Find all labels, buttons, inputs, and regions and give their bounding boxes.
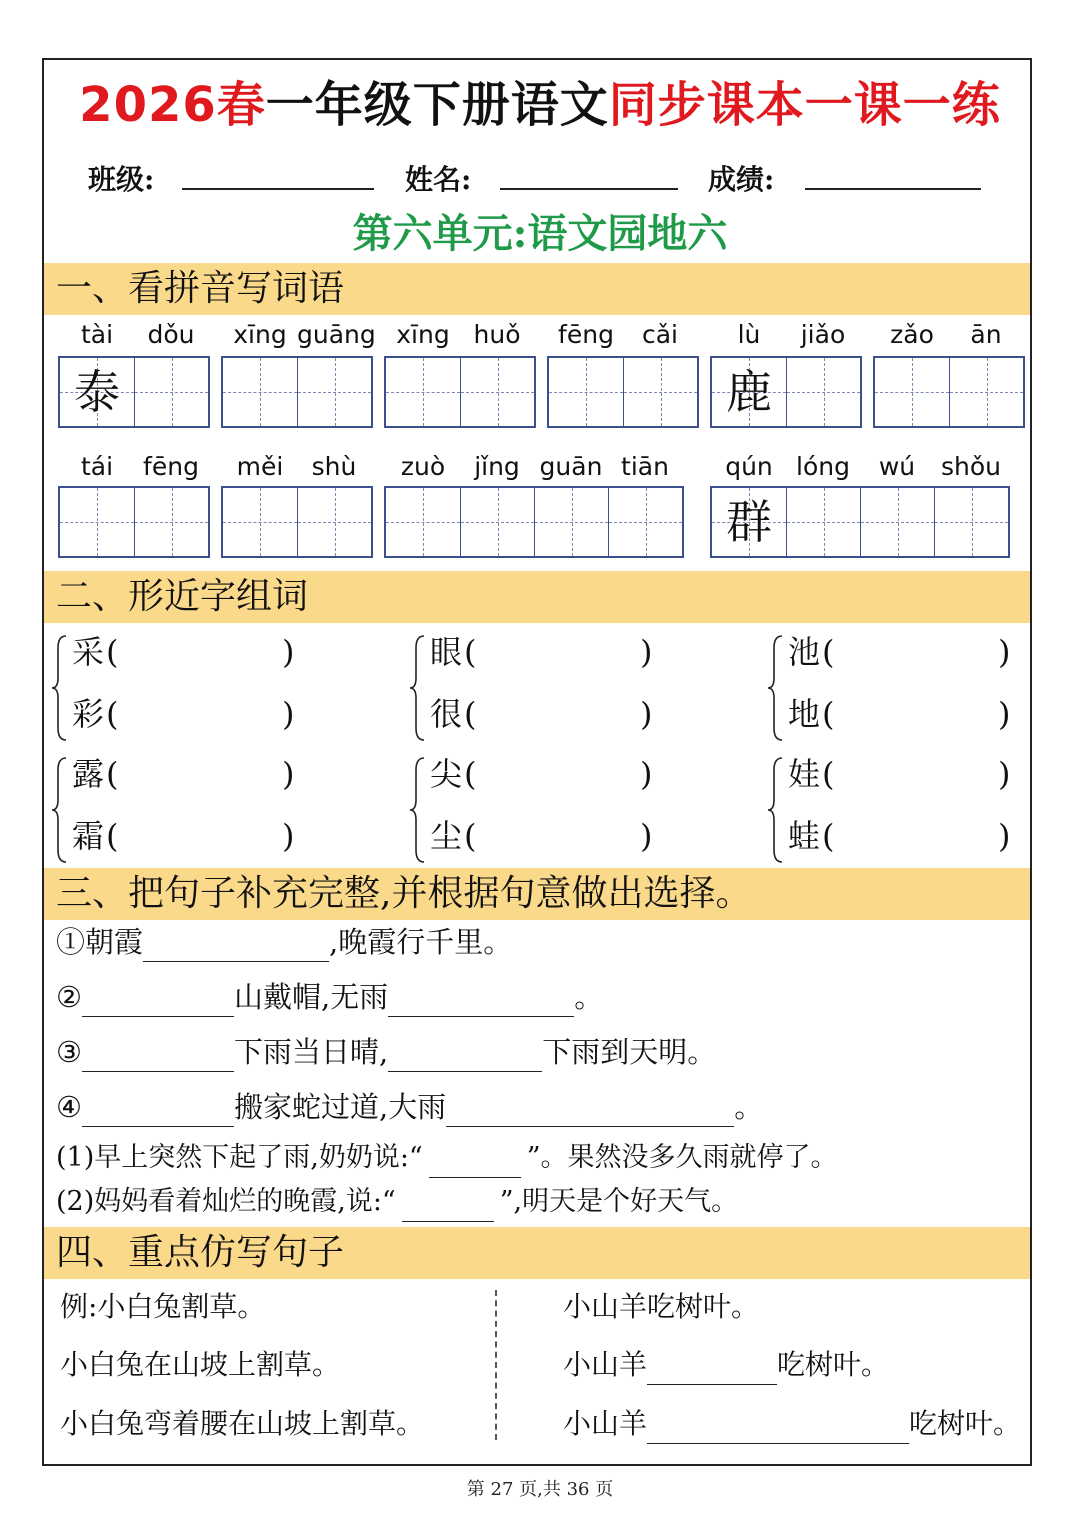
- answer-blank[interactable]: [446, 1096, 734, 1127]
- open-paren: (: [464, 817, 477, 855]
- writing-grid: [873, 356, 1025, 428]
- word-answer-area[interactable]: [480, 754, 630, 794]
- sentence-text: 朝霞: [85, 925, 144, 959]
- character: 尖: [430, 755, 463, 793]
- word-answer-area[interactable]: [480, 816, 630, 856]
- close-paren: ): [640, 633, 653, 671]
- brace-icon: [408, 634, 426, 742]
- writing-grid: [221, 486, 373, 558]
- word-answer-area[interactable]: [838, 816, 988, 856]
- sentence-text: 吃树叶。: [777, 1348, 890, 1381]
- close-paren: ): [640, 695, 653, 733]
- prefilled-character: 群: [726, 495, 772, 549]
- character-pair: [408, 630, 738, 750]
- example-line-1: 例:小白兔割草。: [60, 1290, 266, 1323]
- writing-cell[interactable]: [786, 358, 860, 426]
- word-answer-area[interactable]: [122, 816, 272, 856]
- writing-cell[interactable]: [875, 358, 949, 426]
- pinyin-syllable: cǎi: [641, 320, 678, 349]
- question-text: (2)妈妈看着灿烂的晚霞,说:“: [56, 1186, 396, 1217]
- writing-cell[interactable]: [386, 488, 460, 556]
- writing-cell[interactable]: [223, 358, 297, 426]
- writing-cell[interactable]: [608, 488, 682, 556]
- pinyin-syllable: jǐng: [474, 452, 520, 481]
- writing-cell[interactable]: [786, 488, 860, 556]
- answer-blank[interactable]: [82, 986, 234, 1017]
- answer-blank[interactable]: [143, 931, 329, 962]
- word-answer-area[interactable]: [838, 754, 988, 794]
- sentence-text: 搬家蛇过道,大雨: [234, 1090, 447, 1124]
- pinyin-syllable: lù: [737, 320, 761, 349]
- sentence-1: [56, 922, 512, 962]
- writing-cell[interactable]: [60, 488, 134, 556]
- score-label: 成绩:: [708, 163, 775, 196]
- sentence-4: [56, 1087, 763, 1127]
- close-paren: ): [998, 695, 1011, 733]
- open-paren: (: [464, 695, 477, 733]
- writing-cell[interactable]: [134, 488, 208, 556]
- pinyin-syllable: dǒu: [147, 320, 195, 349]
- imitation-line-1: 小山羊吃树叶。: [563, 1290, 760, 1323]
- writing-cell[interactable]: [297, 358, 371, 426]
- answer-blank[interactable]: [647, 1413, 909, 1444]
- section3-heading: 三、把句子补充完整,并根据句意做出选择。: [56, 873, 752, 914]
- character-pair: [766, 752, 1080, 872]
- choice-question-1: [56, 1138, 838, 1178]
- pinyin-syllable: huǒ: [473, 320, 521, 349]
- pinyin-syllable: wú: [878, 452, 916, 481]
- unit-title: 第六单元:语文园地六: [352, 210, 728, 257]
- writing-cell[interactable]: [460, 358, 534, 426]
- writing-grid: [384, 486, 684, 558]
- section4-heading: 四、重点仿写句子: [56, 1232, 345, 1273]
- close-paren: ): [640, 755, 653, 793]
- example-line-3: 小白兔弯着腰在山坡上割草。: [60, 1407, 425, 1440]
- word-answer-area[interactable]: [838, 694, 988, 734]
- answer-blank[interactable]: [429, 1147, 521, 1178]
- writing-grid: [384, 356, 536, 428]
- brace-icon: [766, 756, 784, 864]
- sentence-text: 吃树叶。: [909, 1407, 1022, 1440]
- name-label: 姓名:: [405, 163, 472, 196]
- sentence-3: [56, 1032, 716, 1072]
- title-grade: 一年级下册语文: [265, 77, 609, 133]
- pinyin-syllable: xīng: [396, 320, 450, 349]
- open-paren: (: [822, 695, 835, 733]
- character: 眼: [430, 633, 463, 671]
- brace-icon: [408, 756, 426, 864]
- open-paren: (: [464, 633, 477, 671]
- pinyin-syllable: tiān: [621, 452, 669, 481]
- writing-cell[interactable]: [60, 358, 134, 426]
- close-paren: ): [998, 817, 1011, 855]
- pinyin-syllable: fēng: [558, 320, 614, 349]
- section4-header: [44, 1227, 1030, 1279]
- writing-cell[interactable]: [623, 358, 697, 426]
- writing-grid: [547, 356, 699, 428]
- character: 采: [72, 633, 105, 671]
- pinyin-syllable: guān: [539, 452, 603, 481]
- section2-heading: 二、形近字组词: [56, 576, 309, 617]
- brace-icon: [50, 634, 68, 742]
- close-paren: ): [282, 695, 295, 733]
- open-paren: (: [464, 755, 477, 793]
- pinyin-syllable: jiǎo: [800, 320, 846, 349]
- close-paren: ): [282, 817, 295, 855]
- sentence-number: ①: [56, 925, 86, 959]
- question-text: ”。果然没多久雨就停了。: [526, 1142, 838, 1173]
- writing-grid: [710, 356, 862, 428]
- column-divider: [495, 1290, 497, 1440]
- close-paren: ): [998, 633, 1011, 671]
- sentence-text: 山戴帽,无雨: [234, 980, 389, 1014]
- character: 地: [788, 695, 821, 733]
- answer-blank[interactable]: [388, 986, 574, 1017]
- writing-grid: [58, 356, 210, 428]
- open-paren: (: [106, 817, 119, 855]
- sentence-number: ②: [56, 980, 82, 1014]
- brace-icon: [766, 634, 784, 742]
- writing-cell[interactable]: [534, 488, 608, 556]
- writing-cell[interactable]: [934, 488, 1008, 556]
- answer-blank[interactable]: [402, 1191, 494, 1222]
- sentence-text: 。: [734, 1090, 764, 1124]
- writing-cell[interactable]: [712, 358, 786, 426]
- close-paren: ): [998, 755, 1011, 793]
- character: 尘: [430, 817, 463, 855]
- pinyin-syllable: tái: [80, 452, 114, 481]
- pinyin-syllable: měi: [236, 452, 284, 481]
- pinyin-syllable: xīng: [233, 320, 287, 349]
- writing-cell[interactable]: [386, 358, 460, 426]
- word-answer-area[interactable]: [122, 632, 272, 672]
- pinyin-syllable: fēng: [143, 452, 199, 481]
- open-paren: (: [106, 755, 119, 793]
- pinyin-syllable: qún: [725, 452, 773, 481]
- character-pair: [408, 752, 738, 872]
- name-field[interactable]: [500, 188, 678, 190]
- writing-cell[interactable]: [712, 488, 786, 556]
- writing-cell[interactable]: [549, 358, 623, 426]
- sentence-2: [56, 977, 603, 1017]
- writing-grid: [710, 486, 1010, 558]
- character-pair: [50, 752, 380, 872]
- writing-cell[interactable]: [460, 488, 534, 556]
- imitation-line-2: [563, 1345, 889, 1385]
- page-number: 第 27 页,共 36 页: [466, 1479, 614, 1500]
- class-label: 班级:: [88, 163, 155, 196]
- imitation-line-3: [563, 1404, 1021, 1444]
- close-paren: ): [640, 817, 653, 855]
- character: 池: [788, 633, 821, 671]
- writing-cell[interactable]: [134, 358, 208, 426]
- character: 很: [430, 695, 463, 733]
- open-paren: (: [106, 633, 119, 671]
- writing-cell[interactable]: [860, 488, 934, 556]
- prefilled-character: 泰: [74, 365, 120, 419]
- class-field[interactable]: [182, 188, 374, 190]
- answer-blank[interactable]: [388, 1041, 542, 1072]
- open-paren: (: [822, 817, 835, 855]
- word-answer-area[interactable]: [838, 632, 988, 672]
- page-title: [0, 70, 1080, 140]
- section3-header: [44, 868, 1030, 920]
- character-pair: [50, 630, 380, 750]
- pinyin-syllable: lóng: [796, 452, 850, 481]
- sentence-text: 小山羊: [563, 1348, 648, 1381]
- open-paren: (: [822, 755, 835, 793]
- sentence-text: 下雨到天明。: [542, 1035, 717, 1069]
- sentence-text: 。: [574, 980, 604, 1014]
- student-info: [0, 150, 1080, 200]
- score-field[interactable]: [805, 188, 981, 190]
- sentence-text: 下雨当日晴,: [234, 1035, 389, 1069]
- question-text: (1)早上突然下起了雨,奶奶说:“: [56, 1142, 423, 1173]
- word-answer-area[interactable]: [122, 754, 272, 794]
- title-year: 2026春: [79, 77, 266, 133]
- character: 彩: [72, 695, 105, 733]
- character: 蛙: [788, 817, 821, 855]
- pinyin-syllable: tài: [80, 320, 114, 349]
- close-paren: ): [282, 755, 295, 793]
- writing-cell[interactable]: [949, 358, 1023, 426]
- sentence-text: ,晚霞行千里。: [329, 925, 513, 959]
- pinyin-syllable: guāng: [297, 320, 376, 349]
- open-paren: (: [106, 695, 119, 733]
- answer-blank[interactable]: [82, 1041, 234, 1072]
- word-answer-area[interactable]: [122, 694, 272, 734]
- sentence-number: ③: [56, 1035, 82, 1069]
- writing-cell[interactable]: [297, 488, 371, 556]
- brace-icon: [50, 756, 68, 864]
- sentence-text: 小山羊: [563, 1407, 648, 1440]
- sentence-number: ④: [56, 1090, 82, 1124]
- choice-question-2: [56, 1182, 738, 1222]
- pinyin-syllable: zuò: [400, 452, 446, 481]
- character: 霜: [72, 817, 105, 855]
- writing-grid: [221, 356, 373, 428]
- section2-header: [44, 571, 1030, 623]
- character-pair: [766, 630, 1080, 750]
- pinyin-syllable: zǎo: [890, 320, 934, 349]
- pinyin-syllable: shǒu: [940, 452, 1001, 481]
- writing-grid: [58, 486, 210, 558]
- title-series: 同步课本一课一练: [608, 77, 1001, 133]
- section1-header: [44, 263, 1030, 315]
- question-text: ”,明天是个好天气。: [499, 1186, 739, 1217]
- word-answer-area[interactable]: [480, 632, 630, 672]
- pinyin-syllable: ān: [970, 320, 1002, 349]
- character: 露: [72, 755, 105, 793]
- word-answer-area[interactable]: [480, 694, 630, 734]
- answer-blank[interactable]: [647, 1354, 777, 1385]
- character: 娃: [788, 755, 821, 793]
- open-paren: (: [822, 633, 835, 671]
- answer-blank[interactable]: [82, 1096, 234, 1127]
- writing-cell[interactable]: [223, 488, 297, 556]
- example-line-2: 小白兔在山坡上割草。: [60, 1348, 341, 1381]
- prefilled-character: 鹿: [726, 365, 772, 419]
- close-paren: ): [282, 633, 295, 671]
- section1-heading: 一、看拼音写词语: [56, 268, 345, 309]
- pinyin-syllable: shù: [311, 452, 357, 481]
